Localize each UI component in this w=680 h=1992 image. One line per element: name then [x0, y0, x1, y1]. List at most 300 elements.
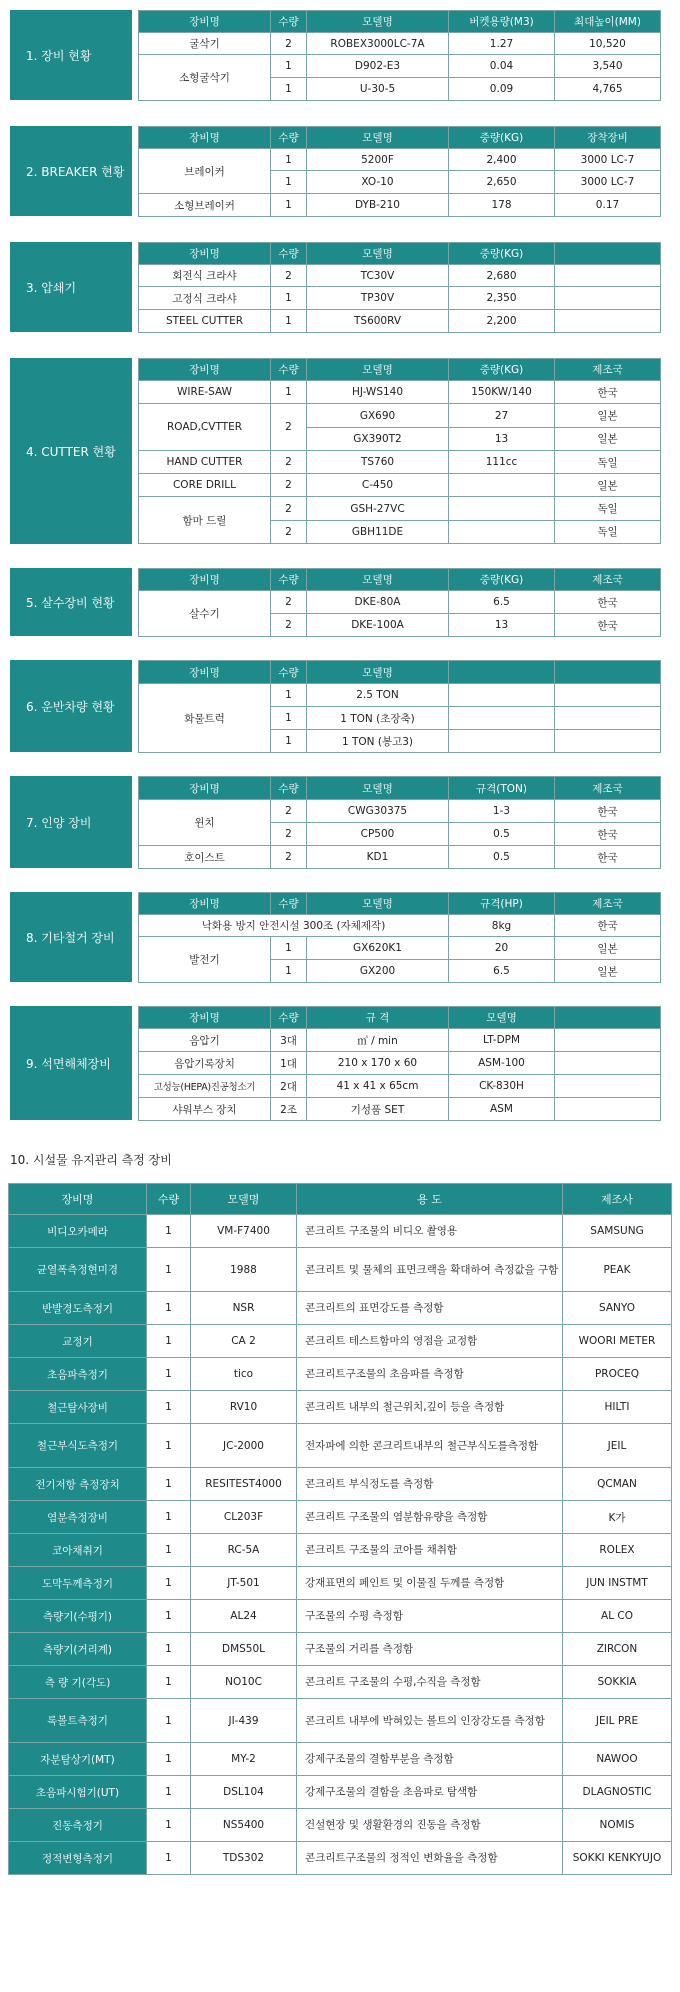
equipment-name-cell: 염분측정장비 [9, 1501, 147, 1534]
cell: 1 [147, 1666, 191, 1699]
cutter-table [138, 358, 661, 544]
equipment-name-cell: 측량기(수평기) [9, 1600, 147, 1633]
cell: VM-F7400 [191, 1215, 297, 1248]
col-header: 모델명 [307, 893, 449, 915]
cell: PEAK [563, 1248, 672, 1292]
cell: 1 [271, 937, 307, 960]
section-title: 8. 기타철거 장비 [10, 892, 132, 982]
cell: 윈치 [139, 800, 271, 846]
cell: 1 [147, 1424, 191, 1468]
cell: 1 [147, 1501, 191, 1534]
col-header: 모델명 [191, 1184, 297, 1215]
cell: 콘크리트구조물의 정적인 변화율을 측정함 [297, 1842, 563, 1875]
cell: 1 [271, 684, 307, 707]
cell: 콘크리트 및 물체의 표면크랙을 확대하여 측정값을 구함 [297, 1248, 563, 1292]
cell: 0.17 [555, 194, 661, 217]
cell: 브레이커 [139, 149, 271, 194]
cell: AL CO [563, 1600, 672, 1633]
cell: 6.5 [449, 960, 555, 983]
col-header: 중량(KG) [449, 359, 555, 381]
equipment-name-cell: 균열폭측정현미경 [9, 1248, 147, 1292]
cell: RC-5A [191, 1534, 297, 1567]
col-header: 모델명 [449, 1007, 555, 1029]
col-header: 모델명 [307, 359, 449, 381]
table-row [9, 1567, 672, 1600]
cell: NOMIS [563, 1809, 672, 1842]
cell: 샤워부스 장치 [139, 1098, 271, 1121]
cell: 2,650 [449, 171, 555, 194]
cell: 10,520 [555, 33, 661, 55]
col-header: 모델명 [307, 569, 449, 591]
cell: 강제구조물의 결함을 초음파로 탐색함 [297, 1776, 563, 1809]
cell: 강제구조물의 결함부분을 측정함 [297, 1743, 563, 1776]
cell: JEIL [563, 1424, 672, 1468]
cell: CA 2 [191, 1325, 297, 1358]
cell [449, 474, 555, 497]
cell: 2 [271, 450, 307, 473]
section-2 [10, 126, 661, 217]
cell: 210 x 170 x 60 [307, 1052, 449, 1075]
cell: 함마 드릴 [139, 497, 271, 544]
cell: NO10C [191, 1666, 297, 1699]
cell: K가 [563, 1501, 672, 1534]
section-title: 9. 석면해체장비 [10, 1006, 132, 1120]
table-row [9, 1248, 672, 1292]
col-header: 장비명 [139, 243, 271, 265]
cell: 강재표면의 페인트 및 이물질 두께를 측정함 [297, 1567, 563, 1600]
cell: 한국 [555, 800, 661, 823]
cell: 콘크리트 구조물의 염분함유량을 측정함 [297, 1501, 563, 1534]
cell: 4,765 [555, 78, 661, 101]
col-header: 수량 [271, 127, 307, 149]
cell: RV10 [191, 1391, 297, 1424]
cell [449, 707, 555, 730]
section-1 [10, 10, 661, 101]
col-header: 장비명 [9, 1184, 147, 1215]
col-header: 규 격 [307, 1007, 449, 1029]
cell: 회전식 크라샤 [139, 265, 271, 287]
cell: DLAGNOSTIC [563, 1776, 672, 1809]
col-header: 중량(KG) [449, 127, 555, 149]
cell: 살수기 [139, 591, 271, 637]
cell: GX620K1 [307, 937, 449, 960]
col-header: 제조국 [555, 893, 661, 915]
col-header: 수량 [271, 893, 307, 915]
cell: 5200F [307, 149, 449, 171]
cell: 콘크리트 테스트함마의 영점을 교정함 [297, 1325, 563, 1358]
equipment-name-cell: 코아채취기 [9, 1534, 147, 1567]
cell: ASM-100 [449, 1052, 555, 1075]
cell: 3,540 [555, 55, 661, 78]
section-title: 6. 운반차량 현황 [10, 660, 132, 752]
equipment-name-cell: 비디오카메라 [9, 1215, 147, 1248]
table-row [9, 1501, 672, 1534]
equipment-name-cell: 자분탐상기(MT) [9, 1743, 147, 1776]
col-header: 장비명 [139, 11, 271, 33]
col-header: 장비명 [139, 661, 271, 684]
cell: 1 [271, 381, 307, 404]
table-row [9, 1391, 672, 1424]
cell: 1 [147, 1743, 191, 1776]
cell: 1 TON (봉고3) [307, 730, 449, 753]
cell: TS760 [307, 450, 449, 473]
col-header: 장비명 [139, 1007, 271, 1029]
cell: 1 [147, 1776, 191, 1809]
cell: 소형브레이커 [139, 194, 271, 217]
cell: 고정식 크라샤 [139, 287, 271, 310]
cell: 3000 LC-7 [555, 149, 661, 171]
equipment-name-cell: 측량기(거리계) [9, 1633, 147, 1666]
cell: 1 [271, 707, 307, 730]
cell: 2 [271, 33, 307, 55]
cell: 0.09 [449, 78, 555, 101]
col-header: 모델명 [307, 777, 449, 800]
cell: 111cc [449, 450, 555, 473]
equipment-name-cell: 측 량 기(각도) [9, 1666, 147, 1699]
crusher-table [138, 242, 661, 333]
col-header [555, 243, 661, 265]
col-header: 제조사 [563, 1184, 672, 1215]
cell: 1대 [271, 1052, 307, 1075]
section-title: 3. 압쇄기 [10, 242, 132, 332]
cell: 8kg [449, 915, 555, 937]
cell: 일본 [555, 427, 661, 450]
section-3 [10, 242, 661, 333]
col-header: 수량 [271, 11, 307, 33]
cell: 2 [271, 800, 307, 823]
lifting-table [138, 776, 661, 869]
col-header: 수량 [147, 1184, 191, 1215]
cell: HILTI [563, 1391, 672, 1424]
cell: ASM [449, 1098, 555, 1121]
cell: 2조 [271, 1098, 307, 1121]
cell: 1 [147, 1534, 191, 1567]
section-title: 5. 살수장비 현황 [10, 568, 132, 636]
cell: WIRE-SAW [139, 381, 271, 404]
cell: 41 x 41 x 65cm [307, 1075, 449, 1098]
cell [555, 265, 661, 287]
cell: tico [191, 1358, 297, 1391]
col-header: 제조국 [555, 569, 661, 591]
section-4 [10, 358, 661, 544]
cell: 1-3 [449, 800, 555, 823]
cell: JEIL PRE [563, 1699, 672, 1743]
cell: GX390T2 [307, 427, 449, 450]
table-row [9, 1325, 672, 1358]
cell: 2 [271, 404, 307, 451]
cell: 2 [271, 520, 307, 543]
equipment-name-cell: 철근탐사장비 [9, 1391, 147, 1424]
cell: 화물트럭 [139, 684, 271, 753]
cell: 2,200 [449, 310, 555, 333]
cell: 0.04 [449, 55, 555, 78]
section-title: 2. BREAKER 현황 [10, 126, 132, 216]
section-8 [10, 892, 661, 983]
cell: 2,350 [449, 287, 555, 310]
cell: WOORI METER [563, 1325, 672, 1358]
table-row [9, 1292, 672, 1325]
cell: DMS50L [191, 1633, 297, 1666]
equipment-name-cell: 철근부식도측정기 [9, 1424, 147, 1468]
cell: 27 [449, 404, 555, 427]
cell: 전자파에 의한 콘크리트내부의 철근부식도를측정함 [297, 1424, 563, 1468]
cell: 발전기 [139, 937, 271, 983]
cell: XO-10 [307, 171, 449, 194]
col-header: 수량 [271, 569, 307, 591]
table-row [9, 1215, 672, 1248]
cell: 1 [271, 171, 307, 194]
vehicle-table [138, 660, 661, 753]
cell: DKE-100A [307, 614, 449, 637]
cell: 한국 [555, 614, 661, 637]
cell: 굴삭기 [139, 33, 271, 55]
cell: 기성품 SET [307, 1098, 449, 1121]
cell: 2.5 TON [307, 684, 449, 707]
cell: ROAD,CVTTER [139, 404, 271, 451]
cell [449, 684, 555, 707]
col-header: 최대높이(MM) [555, 11, 661, 33]
cell [555, 730, 661, 753]
cell: 1 [147, 1358, 191, 1391]
section-6 [10, 660, 661, 753]
section-10-title: 10. 시설물 유지관리 측정 장비 [10, 1153, 172, 1167]
col-header: 모델명 [307, 243, 449, 265]
cell: 구조물의 거리를 측정함 [297, 1633, 563, 1666]
table-row [9, 1633, 672, 1666]
equipment-name-cell: 초음파시험기(UT) [9, 1776, 147, 1809]
cell: KD1 [307, 846, 449, 869]
cell [555, 1098, 661, 1121]
sprinkler-table [138, 568, 661, 637]
cell: 소형굴삭기 [139, 55, 271, 101]
cell: 1 [147, 1391, 191, 1424]
cell: SOKKI KENKYUJO [563, 1842, 672, 1875]
cell: 1 [147, 1215, 191, 1248]
cell: SOKKIA [563, 1666, 672, 1699]
cell: 0.5 [449, 846, 555, 869]
cell: 건설현장 및 생활환경의 진동을 측정함 [297, 1809, 563, 1842]
cell: CWG30375 [307, 800, 449, 823]
cell: 1 [147, 1600, 191, 1633]
cell: 1 [147, 1842, 191, 1875]
cell: 독일 [555, 497, 661, 520]
cell: 콘크리트구조물의 초음파를 측정함 [297, 1358, 563, 1391]
equipment-name-cell: 정적변형측정기 [9, 1842, 147, 1875]
cell: 13 [449, 427, 555, 450]
cell: 1 [271, 149, 307, 171]
table-row [9, 1534, 672, 1567]
table-row [9, 1358, 672, 1391]
col-header: 모델명 [307, 661, 449, 684]
cell: NSR [191, 1292, 297, 1325]
cell: 2 [271, 265, 307, 287]
cell: HAND CUTTER [139, 450, 271, 473]
cell: CL203F [191, 1501, 297, 1534]
cell [555, 1052, 661, 1075]
cell: 일본 [555, 937, 661, 960]
cell: PROCEQ [563, 1358, 672, 1391]
cell [555, 310, 661, 333]
col-header: 수량 [271, 359, 307, 381]
cell: CK-830H [449, 1075, 555, 1098]
cell: 2 [271, 614, 307, 637]
cell: JC-2000 [191, 1424, 297, 1468]
cell: 1 [271, 960, 307, 983]
cell: SANYO [563, 1292, 672, 1325]
cell: RESITEST4000 [191, 1468, 297, 1501]
cell: 콘크리트 부식정도를 측정함 [297, 1468, 563, 1501]
table-row [9, 1424, 672, 1468]
section-title: 7. 인양 장비 [10, 776, 132, 868]
cell: 구조물의 수평 측정함 [297, 1600, 563, 1633]
cell: MY-2 [191, 1743, 297, 1776]
cell [555, 1075, 661, 1098]
cell: DYB-210 [307, 194, 449, 217]
cell: 2대 [271, 1075, 307, 1098]
table-row [9, 1468, 672, 1501]
cell: JT-501 [191, 1567, 297, 1600]
cell: C-450 [307, 474, 449, 497]
col-header: 장비명 [139, 569, 271, 591]
cell: 일본 [555, 960, 661, 983]
cell: ROBEX3000LC-7A [307, 33, 449, 55]
cell: 콘크리트 내부에 박혀있는 볼트의 인장강도를 측정함 [297, 1699, 563, 1743]
cell: 3대 [271, 1029, 307, 1052]
cell: STEEL CUTTER [139, 310, 271, 333]
cell: 1 [147, 1325, 191, 1358]
cell: 낙화용 방지 안전시설 300조 (자체제작) [139, 915, 449, 937]
cell: AL24 [191, 1600, 297, 1633]
cell: 한국 [555, 591, 661, 614]
cell: GBH11DE [307, 520, 449, 543]
cell: 2 [271, 474, 307, 497]
section-9 [10, 1006, 661, 1121]
cell: 독일 [555, 520, 661, 543]
cell: TDS302 [191, 1842, 297, 1875]
col-header: 중량(KG) [449, 569, 555, 591]
cell [449, 520, 555, 543]
col-header: 장비명 [139, 359, 271, 381]
cell [555, 684, 661, 707]
cell: 1 [147, 1567, 191, 1600]
cell: 1 [271, 78, 307, 101]
col-header: 장비명 [139, 893, 271, 915]
cell: 1 [271, 730, 307, 753]
cell: 2 [271, 497, 307, 520]
cell: TS600RV [307, 310, 449, 333]
col-header: 수량 [271, 243, 307, 265]
cell: SAMSUNG [563, 1215, 672, 1248]
cell: 178 [449, 194, 555, 217]
cell: GX200 [307, 960, 449, 983]
cell: ㎥ / min [307, 1029, 449, 1052]
cell: 150KW/140 [449, 381, 555, 404]
cell: 호이스트 [139, 846, 271, 869]
cell: JI-439 [191, 1699, 297, 1743]
table-row [9, 1842, 672, 1875]
col-header: 규격(TON) [449, 777, 555, 800]
cell: 2 [271, 591, 307, 614]
col-header: 제조국 [555, 359, 661, 381]
cell: 1 [271, 194, 307, 217]
cell: 콘크리트 구조물의 비디오 촬영용 [297, 1215, 563, 1248]
cell: GSH-27VC [307, 497, 449, 520]
table-row [9, 1666, 672, 1699]
cell: LT-DPM [449, 1029, 555, 1052]
col-header [555, 661, 661, 684]
cell [449, 730, 555, 753]
equipment-name-cell: 반발경도측정기 [9, 1292, 147, 1325]
cell: D902-E3 [307, 55, 449, 78]
cell: 일본 [555, 474, 661, 497]
cell: GX690 [307, 404, 449, 427]
cell: 1 [147, 1699, 191, 1743]
col-header: 장착장비 [555, 127, 661, 149]
col-header: 제조국 [555, 777, 661, 800]
cell: TC30V [307, 265, 449, 287]
cell: 음압기록장치 [139, 1052, 271, 1075]
cell [449, 497, 555, 520]
equipment-name-cell: 진동측정기 [9, 1809, 147, 1842]
cell: 20 [449, 937, 555, 960]
cell: U-30-5 [307, 78, 449, 101]
cell: ROLEX [563, 1534, 672, 1567]
cell: 1 [147, 1809, 191, 1842]
col-header: 장비명 [139, 777, 271, 800]
cell: 독일 [555, 450, 661, 473]
col-header: 모델명 [307, 127, 449, 149]
col-header: 모델명 [307, 11, 449, 33]
cell: 1 [147, 1633, 191, 1666]
equipment-name-cell: 교정기 [9, 1325, 147, 1358]
col-header: 중량(KG) [449, 243, 555, 265]
cell: 1 TON (초장축) [307, 707, 449, 730]
section-5 [10, 568, 661, 637]
table-row [9, 1600, 672, 1633]
equipment-name-cell: 전기저항 측정장치 [9, 1468, 147, 1501]
cell: 1 [147, 1468, 191, 1501]
cell: 1988 [191, 1248, 297, 1292]
asbestos-table [138, 1006, 661, 1121]
cell: 6.5 [449, 591, 555, 614]
cell: 일본 [555, 404, 661, 427]
table-row [9, 1809, 672, 1842]
equipment-name-cell: 도막두께측정기 [9, 1567, 147, 1600]
cell: 1.27 [449, 33, 555, 55]
section-title: 4. CUTTER 현황 [10, 358, 132, 544]
cell: 13 [449, 614, 555, 637]
cell: 1 [147, 1292, 191, 1325]
col-header: 수량 [271, 1007, 307, 1029]
cell: CP500 [307, 823, 449, 846]
cell: 0.5 [449, 823, 555, 846]
section-7 [10, 776, 661, 869]
cell: 1 [271, 55, 307, 78]
cell: QCMAN [563, 1468, 672, 1501]
table-row [9, 1776, 672, 1809]
cell [555, 287, 661, 310]
cell: 고성능(HEPA)진공청소기 [139, 1075, 271, 1098]
cell: 콘크리트 구조물의 코아를 채취함 [297, 1534, 563, 1567]
cell: 한국 [555, 381, 661, 404]
cell: 한국 [555, 915, 661, 937]
cell: 한국 [555, 823, 661, 846]
col-header: 수량 [271, 661, 307, 684]
cell: ZIRCON [563, 1633, 672, 1666]
col-header [555, 1007, 661, 1029]
cell: DKE-80A [307, 591, 449, 614]
cell: JUN INSTMT [563, 1567, 672, 1600]
